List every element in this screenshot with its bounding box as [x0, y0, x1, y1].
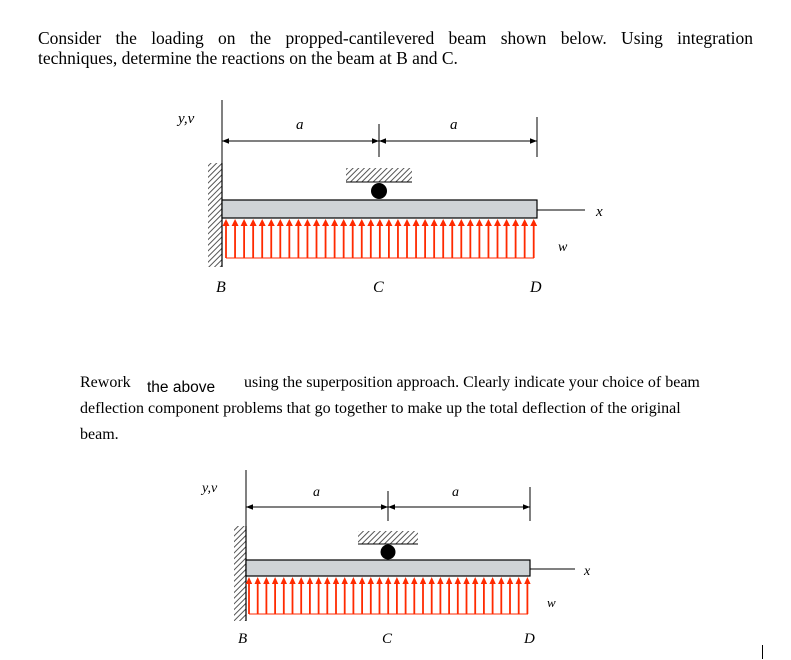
beam: [222, 200, 537, 218]
load-arrow-head: [440, 219, 447, 226]
rework-inserted-text: the above: [147, 379, 216, 396]
load-arrow-head: [455, 577, 461, 584]
load-arrow-head: [422, 219, 429, 226]
load-arrow-head: [472, 577, 478, 584]
load-arrow-head: [241, 219, 248, 226]
span-label-a-2: a: [450, 117, 458, 133]
load-arrow-head: [368, 577, 374, 584]
load-label-w: w: [558, 240, 568, 255]
load-arrow-head: [516, 577, 522, 584]
load-arrow-head: [255, 577, 261, 584]
load-arrow-head: [385, 577, 391, 584]
distributed-load-w: [246, 577, 531, 614]
load-arrow-head: [359, 577, 365, 584]
load-arrow-head: [324, 577, 330, 584]
load-arrow-head: [481, 577, 487, 584]
fixed-wall-support: [208, 163, 222, 267]
axis-label-yv: y,v: [178, 111, 195, 127]
axis-label-x: x: [596, 204, 603, 220]
load-arrow-head: [449, 219, 456, 226]
span-label-a-2: a: [452, 485, 459, 500]
axis-label-yv: y,v: [202, 481, 218, 496]
point-label-c: C: [373, 279, 384, 296]
axis-label-x: x: [584, 564, 591, 579]
load-arrow-head: [358, 219, 365, 226]
load-arrow-head: [281, 577, 287, 584]
load-arrow-head: [376, 577, 382, 584]
load-arrow-head: [304, 219, 311, 226]
load-arrow-head: [524, 577, 530, 584]
load-arrow-head: [394, 577, 400, 584]
load-arrow-head: [458, 219, 465, 226]
problem-line-1: Consider the loading on the propped-cantilevered beam shown below. Using integration: [38, 28, 753, 48]
load-arrow-head: [476, 219, 483, 226]
roller-support-hatch: [358, 531, 418, 544]
load-arrow-head: [250, 219, 257, 226]
load-arrow-head: [313, 219, 320, 226]
load-arrow-head: [512, 219, 519, 226]
load-arrow-head: [333, 577, 339, 584]
load-arrow-head: [411, 577, 417, 584]
load-arrow-head: [467, 219, 474, 226]
load-arrow-head: [367, 219, 374, 226]
load-arrow-head: [394, 219, 401, 226]
load-arrow-head: [349, 219, 356, 226]
load-arrow-head: [463, 577, 469, 584]
load-arrow-head: [298, 577, 304, 584]
load-arrow-head: [494, 219, 501, 226]
load-arrow-head: [307, 577, 313, 584]
point-label-d: D: [524, 631, 535, 647]
roller-support-c: [371, 183, 387, 199]
load-arrow-head: [268, 219, 275, 226]
load-arrow-head: [489, 577, 495, 584]
load-arrow-head: [507, 577, 513, 584]
load-arrow-head: [272, 577, 278, 584]
load-arrow-head: [385, 219, 392, 226]
load-arrow-head: [286, 219, 293, 226]
load-arrow-head: [429, 577, 435, 584]
fixed-wall-support: [234, 526, 246, 621]
load-arrow-head: [404, 219, 411, 226]
load-arrow-head: [295, 219, 302, 226]
load-arrow-head: [232, 219, 239, 226]
load-arrow-head: [259, 219, 266, 226]
rework-line-3: beam.: [80, 426, 119, 443]
load-arrow-head: [315, 577, 321, 584]
rework-word: Rework: [80, 374, 131, 391]
load-arrow-head: [331, 219, 338, 226]
rework-line-2: deflection component problems that go together to make up the total deflection of the original: [80, 400, 681, 417]
load-arrow-head: [446, 577, 452, 584]
load-arrow-head: [223, 219, 230, 226]
load-arrow-head: [521, 219, 528, 226]
roller-support-hatch: [346, 168, 412, 182]
figure-1: [176, 100, 603, 296]
point-label-b: B: [238, 631, 248, 647]
load-arrow-head: [263, 577, 269, 584]
load-arrow-head: [498, 577, 504, 584]
load-label-w: w: [547, 595, 556, 610]
load-arrow-head: [485, 219, 492, 226]
load-arrow-head: [530, 219, 537, 226]
load-arrow-head: [289, 577, 295, 584]
distributed-load-w: [223, 219, 538, 258]
point-label-c: C: [382, 631, 393, 647]
point-label-d: D: [530, 279, 542, 296]
load-arrow-head: [431, 219, 438, 226]
load-arrow-head: [376, 219, 383, 226]
load-arrow-head: [322, 219, 329, 226]
figure-2: [200, 470, 591, 647]
text-cursor: [762, 645, 763, 659]
rework-line-1-rest: using the superposition approach. Clearly indicate your choice of beam: [244, 374, 700, 391]
load-arrow-head: [277, 219, 284, 226]
load-arrow-head: [413, 219, 420, 226]
load-arrow-head: [420, 577, 426, 584]
span-label-a-1: a: [296, 117, 304, 133]
load-arrow-head: [340, 219, 347, 226]
load-arrow-head: [350, 577, 356, 584]
load-arrow-head: [402, 577, 408, 584]
span-label-a-1: a: [313, 485, 320, 500]
roller-support-c: [381, 545, 396, 560]
point-label-b: B: [216, 279, 226, 296]
load-arrow-head: [437, 577, 443, 584]
load-arrow-head: [503, 219, 510, 226]
load-arrow-head: [246, 577, 252, 584]
problem-line-2: techniques, determine the reactions on the beam at B and C.: [38, 48, 458, 68]
beam: [246, 560, 530, 576]
load-arrow-head: [342, 577, 348, 584]
